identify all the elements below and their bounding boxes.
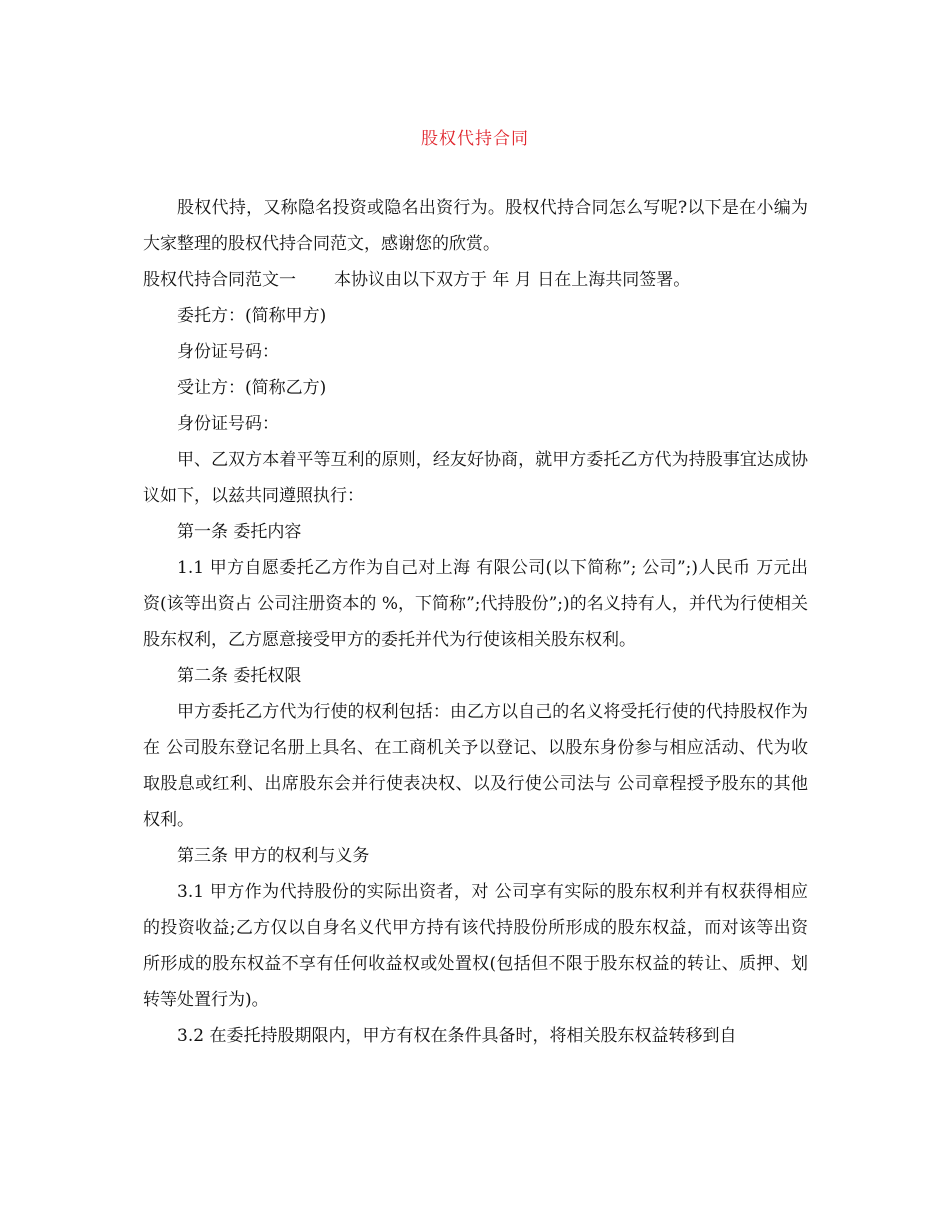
article-1-1-paragraph: 1.1 甲方自愿委托乙方作为自己对上海 有限公司(以下简称”; 公司”;)人民币 万元出资(该等出资占 公司注册资本的 %，下简称”;代持股份”;)的名义持有人，并代为行使相关股东权利，乙方愿意接受甲方的委托并代为行使该相关股东权利。 bbox=[143, 558, 808, 650]
article-2-heading: 第二条 委托权限 bbox=[177, 666, 302, 686]
trustee-id-line: 身份证号码： bbox=[177, 414, 279, 434]
article-3-1-paragraph: 3.1 甲方作为代持股份的实际出资者，对 公司享有实际的股东权利并有权获得相应的投资收益;乙方仅以自身名义代甲方持有该代持股份所形成的股东权益，而对该等出资所形成的股东权益不享有任何收益权或处置权(包括但不限于股东权益的转让、质押、划转等处置行为)。 bbox=[143, 882, 808, 1010]
trustee-line: 受让方：(简称乙方) bbox=[177, 378, 327, 398]
preamble-paragraph: 甲、乙双方本着平等互利的原则，经友好协商，就甲方委托乙方代为持股事宜达成协议如下，以兹共同遵照执行： bbox=[143, 450, 808, 506]
principal-line: 委托方：(简称甲方) bbox=[177, 306, 327, 326]
principal-id-line: 身份证号码： bbox=[177, 342, 279, 362]
document-title: 股权代持合同 bbox=[421, 129, 529, 149]
sample-heading-line bbox=[143, 262, 808, 298]
article-2-paragraph: 甲方委托乙方代为行使的权利包括：由乙方以自己的名义将受托行使的代持股权作为在 公司股东登记名册上具名、在工商机关予以登记、以股东身份参与相应活动、代为收取股息或红利、出席股东会并行使表决权、以及行使公司法与 公司章程授予股东的其他权利。 bbox=[143, 702, 808, 830]
article-1-heading: 第一条 委托内容 bbox=[177, 522, 302, 542]
article-3-heading: 第三条 甲方的权利与义务 bbox=[177, 846, 370, 866]
intro-paragraph: 股权代持，又称隐名投资或隐名出资行为。股权代持合同怎么写呢?以下是在小编为大家整理的股权代持合同范文，感谢您的欣赏。 bbox=[143, 198, 808, 254]
document-body bbox=[143, 190, 808, 1054]
sample-lead: 本协议由以下双方于 年 月 日在上海共同签署。 bbox=[334, 270, 691, 290]
sample-heading: 股权代持合同范文一 bbox=[143, 270, 296, 290]
article-3-2-paragraph: 3.2 在委托持股期限内，甲方有权在条件具备时，将相关股东权益转移到自 bbox=[177, 1026, 737, 1046]
